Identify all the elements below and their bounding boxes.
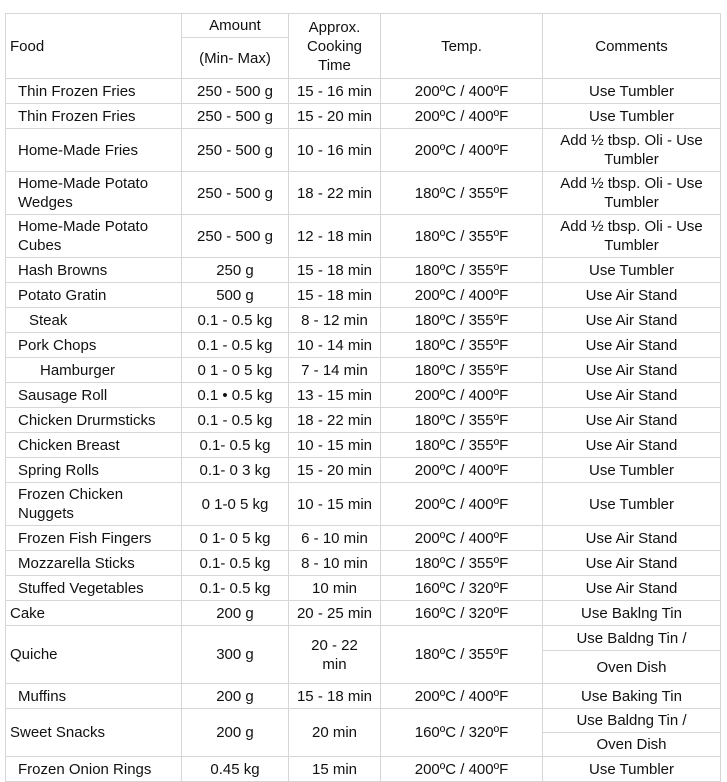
time-cell: 13 - 15 min <box>289 383 381 408</box>
table-row <box>6 215 721 258</box>
food-cell: Cake <box>6 601 182 626</box>
table-row <box>6 104 721 129</box>
temp-cell: 200ºC / 400ºF <box>381 79 543 104</box>
comments-cell: Use Tumbler <box>543 757 721 782</box>
food-cell: Mozzarella Sticks <box>6 551 182 576</box>
amount-cell: 250 - 500 g <box>182 172 289 215</box>
comments-cell: Add ½ tbsp. Oli - Use Tumbler <box>543 129 721 172</box>
temp-cell: 200ºC / 400ºF <box>381 757 543 782</box>
table-row <box>6 358 721 383</box>
header-comments: Comments <box>543 14 721 79</box>
comments-cell: Add ½ tbsp. Oli - Use Tumbler <box>543 172 721 215</box>
comments-cell: Use Baklng Tin <box>543 601 721 626</box>
table-row <box>6 129 721 172</box>
time-cell: 10 - 15 min <box>289 433 381 458</box>
temp-cell: 160ºC / 320ºF <box>381 576 543 601</box>
amount-cell: 0.1 - 0.5 kg <box>182 308 289 333</box>
comments-cell: Use Air Stand <box>543 333 721 358</box>
food-cell: Frozen Fish Fingers <box>6 526 182 551</box>
table-row <box>6 308 721 333</box>
table-row <box>6 601 721 626</box>
temp-cell: 180ºC / 355ºF <box>381 408 543 433</box>
temp-cell: 180ºC / 355ºF <box>381 215 543 258</box>
time-cell: 15 - 18 min <box>289 684 381 709</box>
table-row <box>6 172 721 215</box>
table-row <box>6 757 721 782</box>
food-cell: Stuffed Vegetables <box>6 576 182 601</box>
food-cell: Hamburger <box>6 358 182 383</box>
amount-cell: 250 g <box>182 258 289 283</box>
time-cell: 15 - 18 min <box>289 258 381 283</box>
amount-cell: 250 - 500 g <box>182 215 289 258</box>
amount-cell: 0 1 - 0 5 kg <box>182 358 289 383</box>
amount-cell: 250 - 500 g <box>182 129 289 172</box>
header-amount-range: (Min- Max) <box>182 38 289 79</box>
comments-cell: Use Air Stand <box>543 283 721 308</box>
food-cell: Frozen Onion Rings <box>6 757 182 782</box>
temp-cell: 200ºC / 400ºF <box>381 458 543 483</box>
temp-cell: 180ºC / 355ºF <box>381 172 543 215</box>
header-temp: Temp. <box>381 14 543 79</box>
food-cell: Quiche <box>6 626 182 684</box>
time-cell: 10 - 15 min <box>289 483 381 526</box>
amount-cell: 0.1- 0.5 kg <box>182 433 289 458</box>
comments-cell: Use Tumbler <box>543 458 721 483</box>
amount-cell: 300 g <box>182 626 289 684</box>
comments-cell: Oven Dish <box>543 651 721 684</box>
temp-cell: 160ºC / 320ºF <box>381 709 543 757</box>
time-cell: 18 - 22 min <box>289 172 381 215</box>
temp-cell: 200ºC / 400ºF <box>381 483 543 526</box>
cooking-table <box>5 13 721 782</box>
header-food: Food <box>6 14 182 79</box>
table-row <box>6 526 721 551</box>
temp-cell: 180ºC / 355ºF <box>381 308 543 333</box>
table-row <box>6 626 721 651</box>
table-row <box>6 333 721 358</box>
temp-cell: 200ºC / 400ºF <box>381 283 543 308</box>
table-row <box>6 483 721 526</box>
amount-cell: 0.1- 0.5 kg <box>182 551 289 576</box>
comments-cell: Use Baking Tin <box>543 684 721 709</box>
time-cell: 15 - 16 min <box>289 79 381 104</box>
amount-cell: 0 1-0 5 kg <box>182 483 289 526</box>
time-cell: 15 - 20 min <box>289 458 381 483</box>
temp-cell: 180ºC / 355ºF <box>381 433 543 458</box>
food-cell: Sweet Snacks <box>6 709 182 757</box>
temp-cell: 180ºC / 355ºF <box>381 258 543 283</box>
time-cell: 15 - 18 min <box>289 283 381 308</box>
table-row <box>6 684 721 709</box>
temp-cell: 200ºC / 400ºF <box>381 129 543 172</box>
header-row <box>6 14 721 38</box>
comments-cell: Use Air Stand <box>543 551 721 576</box>
time-cell: 20 - 22 min <box>289 626 381 684</box>
time-cell: 20 - 25 min <box>289 601 381 626</box>
header-amount: Amount <box>182 14 289 38</box>
food-cell: Home-Made Fries <box>6 129 182 172</box>
time-cell: 12 - 18 min <box>289 215 381 258</box>
comments-cell: Use Tumbler <box>543 258 721 283</box>
food-cell: Pork Chops <box>6 333 182 358</box>
comments-cell: Use Air Stand <box>543 358 721 383</box>
temp-cell: 200ºC / 400ºF <box>381 104 543 129</box>
comments-cell: Oven Dish <box>543 733 721 757</box>
amount-cell: 0.1 • 0.5 kg <box>182 383 289 408</box>
temp-cell: 200ºC / 400ºF <box>381 684 543 709</box>
food-cell: Home-Made Potato Cubes <box>6 215 182 258</box>
time-cell: 8 - 12 min <box>289 308 381 333</box>
food-cell: Frozen Chicken Nuggets <box>6 483 182 526</box>
temp-cell: 200ºC / 400ºF <box>381 383 543 408</box>
food-cell: Potato Gratin <box>6 283 182 308</box>
amount-cell: 0.1- 0 3 kg <box>182 458 289 483</box>
amount-cell: 200 g <box>182 684 289 709</box>
table-row <box>6 709 721 733</box>
time-cell: 18 - 22 min <box>289 408 381 433</box>
amount-cell: 200 g <box>182 601 289 626</box>
time-cell: 15 min <box>289 757 381 782</box>
comments-cell: Add ½ tbsp. Oli - Use Tumbler <box>543 215 721 258</box>
header-time: Approx. Cooking Time <box>289 14 381 79</box>
amount-cell: 0.1 - 0.5 kg <box>182 333 289 358</box>
amount-cell: 250 - 500 g <box>182 104 289 129</box>
food-cell: Hash Browns <box>6 258 182 283</box>
table-row <box>6 383 721 408</box>
table-row <box>6 551 721 576</box>
comments-cell: Use Tumbler <box>543 79 721 104</box>
comments-cell: Use Air Stand <box>543 526 721 551</box>
comments-cell: Use Air Stand <box>543 308 721 333</box>
comments-cell: Use Tumbler <box>543 483 721 526</box>
food-cell: Home-Made Potato Wedges <box>6 172 182 215</box>
comments-cell: Use Air Stand <box>543 576 721 601</box>
table-row <box>6 433 721 458</box>
amount-cell: 0.45 kg <box>182 757 289 782</box>
food-cell: Sausage Roll <box>6 383 182 408</box>
table-row <box>6 283 721 308</box>
temp-cell: 180ºC / 355ºF <box>381 551 543 576</box>
temp-cell: 160ºC / 320ºF <box>381 601 543 626</box>
time-cell: 7 - 14 min <box>289 358 381 383</box>
table-row <box>6 258 721 283</box>
comments-cell: Use Baldng Tin / <box>543 626 721 651</box>
time-cell: 10 min <box>289 576 381 601</box>
amount-cell: 500 g <box>182 283 289 308</box>
table-row <box>6 408 721 433</box>
food-cell: Muffins <box>6 684 182 709</box>
time-cell: 10 - 14 min <box>289 333 381 358</box>
temp-cell: 200ºC / 400ºF <box>381 526 543 551</box>
time-cell: 15 - 20 min <box>289 104 381 129</box>
food-cell: Thin Frozen Fries <box>6 79 182 104</box>
amount-cell: 0.1 - 0.5 kg <box>182 408 289 433</box>
comments-cell: Use Tumbler <box>543 104 721 129</box>
food-cell: Chicken Breast <box>6 433 182 458</box>
comments-cell: Use Air Stand <box>543 433 721 458</box>
comments-cell: Use Air Stand <box>543 383 721 408</box>
time-cell: 20 min <box>289 709 381 757</box>
food-cell: Thin Frozen Fries <box>6 104 182 129</box>
amount-cell: 0 1- 0 5 kg <box>182 526 289 551</box>
comments-cell: Use Baldng Tin / <box>543 709 721 733</box>
time-cell: 8 - 10 min <box>289 551 381 576</box>
amount-cell: 200 g <box>182 709 289 757</box>
food-cell: Spring Rolls <box>6 458 182 483</box>
amount-cell: 0.1- 0.5 kg <box>182 576 289 601</box>
time-cell: 6 - 10 min <box>289 526 381 551</box>
food-cell: Chicken Drurmsticks <box>6 408 182 433</box>
table-row <box>6 79 721 104</box>
comments-cell: Use Air Stand <box>543 408 721 433</box>
temp-cell: 180ºC / 355ºF <box>381 626 543 684</box>
amount-cell: 250 - 500 g <box>182 79 289 104</box>
time-cell: 10 - 16 min <box>289 129 381 172</box>
food-cell: Steak <box>6 308 182 333</box>
temp-cell: 180ºC / 355ºF <box>381 333 543 358</box>
table-row <box>6 576 721 601</box>
table-row <box>6 458 721 483</box>
temp-cell: 180ºC / 355ºF <box>381 358 543 383</box>
